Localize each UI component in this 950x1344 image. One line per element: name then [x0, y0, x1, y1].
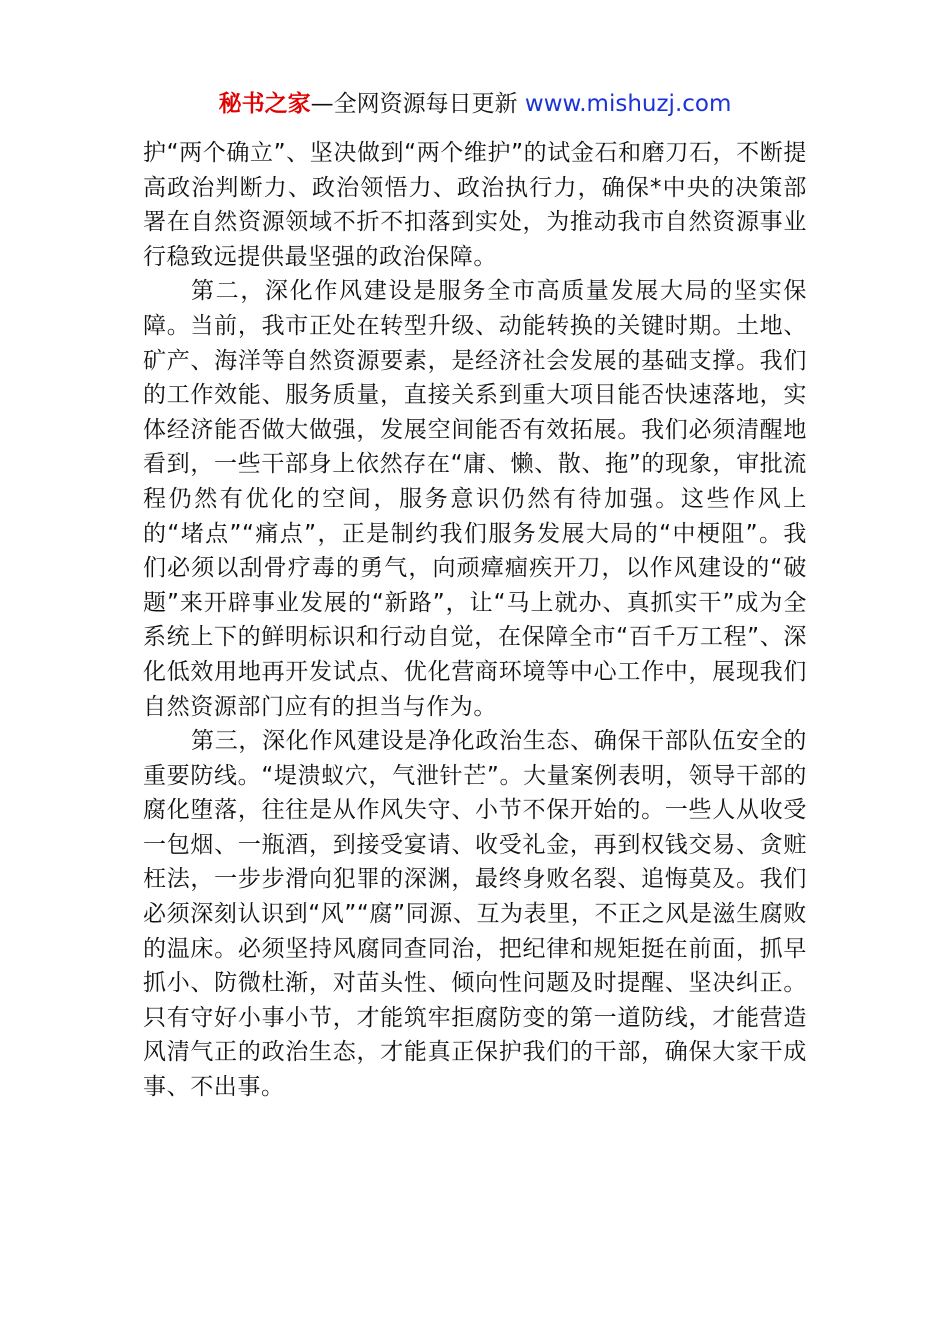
page-header [0, 88, 950, 120]
paragraph-second-point: 第二，深化作风建设是服务全市高质量发展大局的坚实保障。当前，我市正处在转型升级、动能转换的关键时期。土地、矿产、海洋等自然资源要素，是经济社会发展的基础支撑。我们的工作效能、服务质量，直接关系到重大项目能否快速落地，实体经济能否做大做强，发展空间能否有效拓展。我们必须清醒地看到，一些干部身上依然存在“庸、懒、散、拖”的现象，审批流程仍然有优化的空间，服务意识仍然有待加强。这些作风上的“堵点”“痛点”，正是制约我们服务发展大局的“中梗阻”。我们必须以刮骨疗毒的勇气，向顽瘴痼疾开刀，以作风建设的“破题”来开辟事业发展的“新路”，让“马上就办、真抓实干”成为全系统上下的鲜明标识和行动自觉，在保障全市“百千万工程”、深化低效用地再开发试点、优化营商环境等中心工作中，展现我们自然资源部门应有的担当与作为。 [143, 278, 807, 720]
brand-name: 秘书之家 [218, 91, 311, 117]
header-tagline: —全网资源每日更新 [310, 91, 525, 117]
document-body [143, 136, 807, 1105]
paragraph-third-point: 第三，深化作风建设是净化政治生态、确保干部队伍安全的重要防线。“堤溃蚁穴，气泄针芒”。大量案例表明，领导干部的腐化堕落，往往是从作风失守、小节不保开始的。一些人从收受一包烟、一瓶酒，到接受宴请、收受礼金，再到权钱交易、贪赃枉法，一步步滑向犯罪的深渊，最终身败名裂、追悔莫及。我们必须深刻认识到“风”“腐”同源、互为表里，不正之风是滋生腐败的温床。必须坚持风腐同查同治，把纪律和规矩挺在前面，抓早抓小、防微杜渐，对苗头性、倾向性问题及时提醒、坚决纠正。只有守好小事小节，才能筑牢拒腐防变的第一道防线，才能营造风清气正的政治生态，才能真正保护我们的干部，确保大家干成事、不出事。 [143, 728, 807, 1101]
paragraph-continuation: 护“两个确立”、坚决做到“两个维护”的试金石和磨刀石，不断提高政治判断力、政治领悟力、政治执行力，确保*中央的决策部署在自然资源领域不折不扣落到实处，为推动我市自然资源事业行稳致远提供最坚强的政治保障。 [143, 140, 807, 270]
website-url[interactable]: www.mishuzj.com [524, 91, 732, 117]
